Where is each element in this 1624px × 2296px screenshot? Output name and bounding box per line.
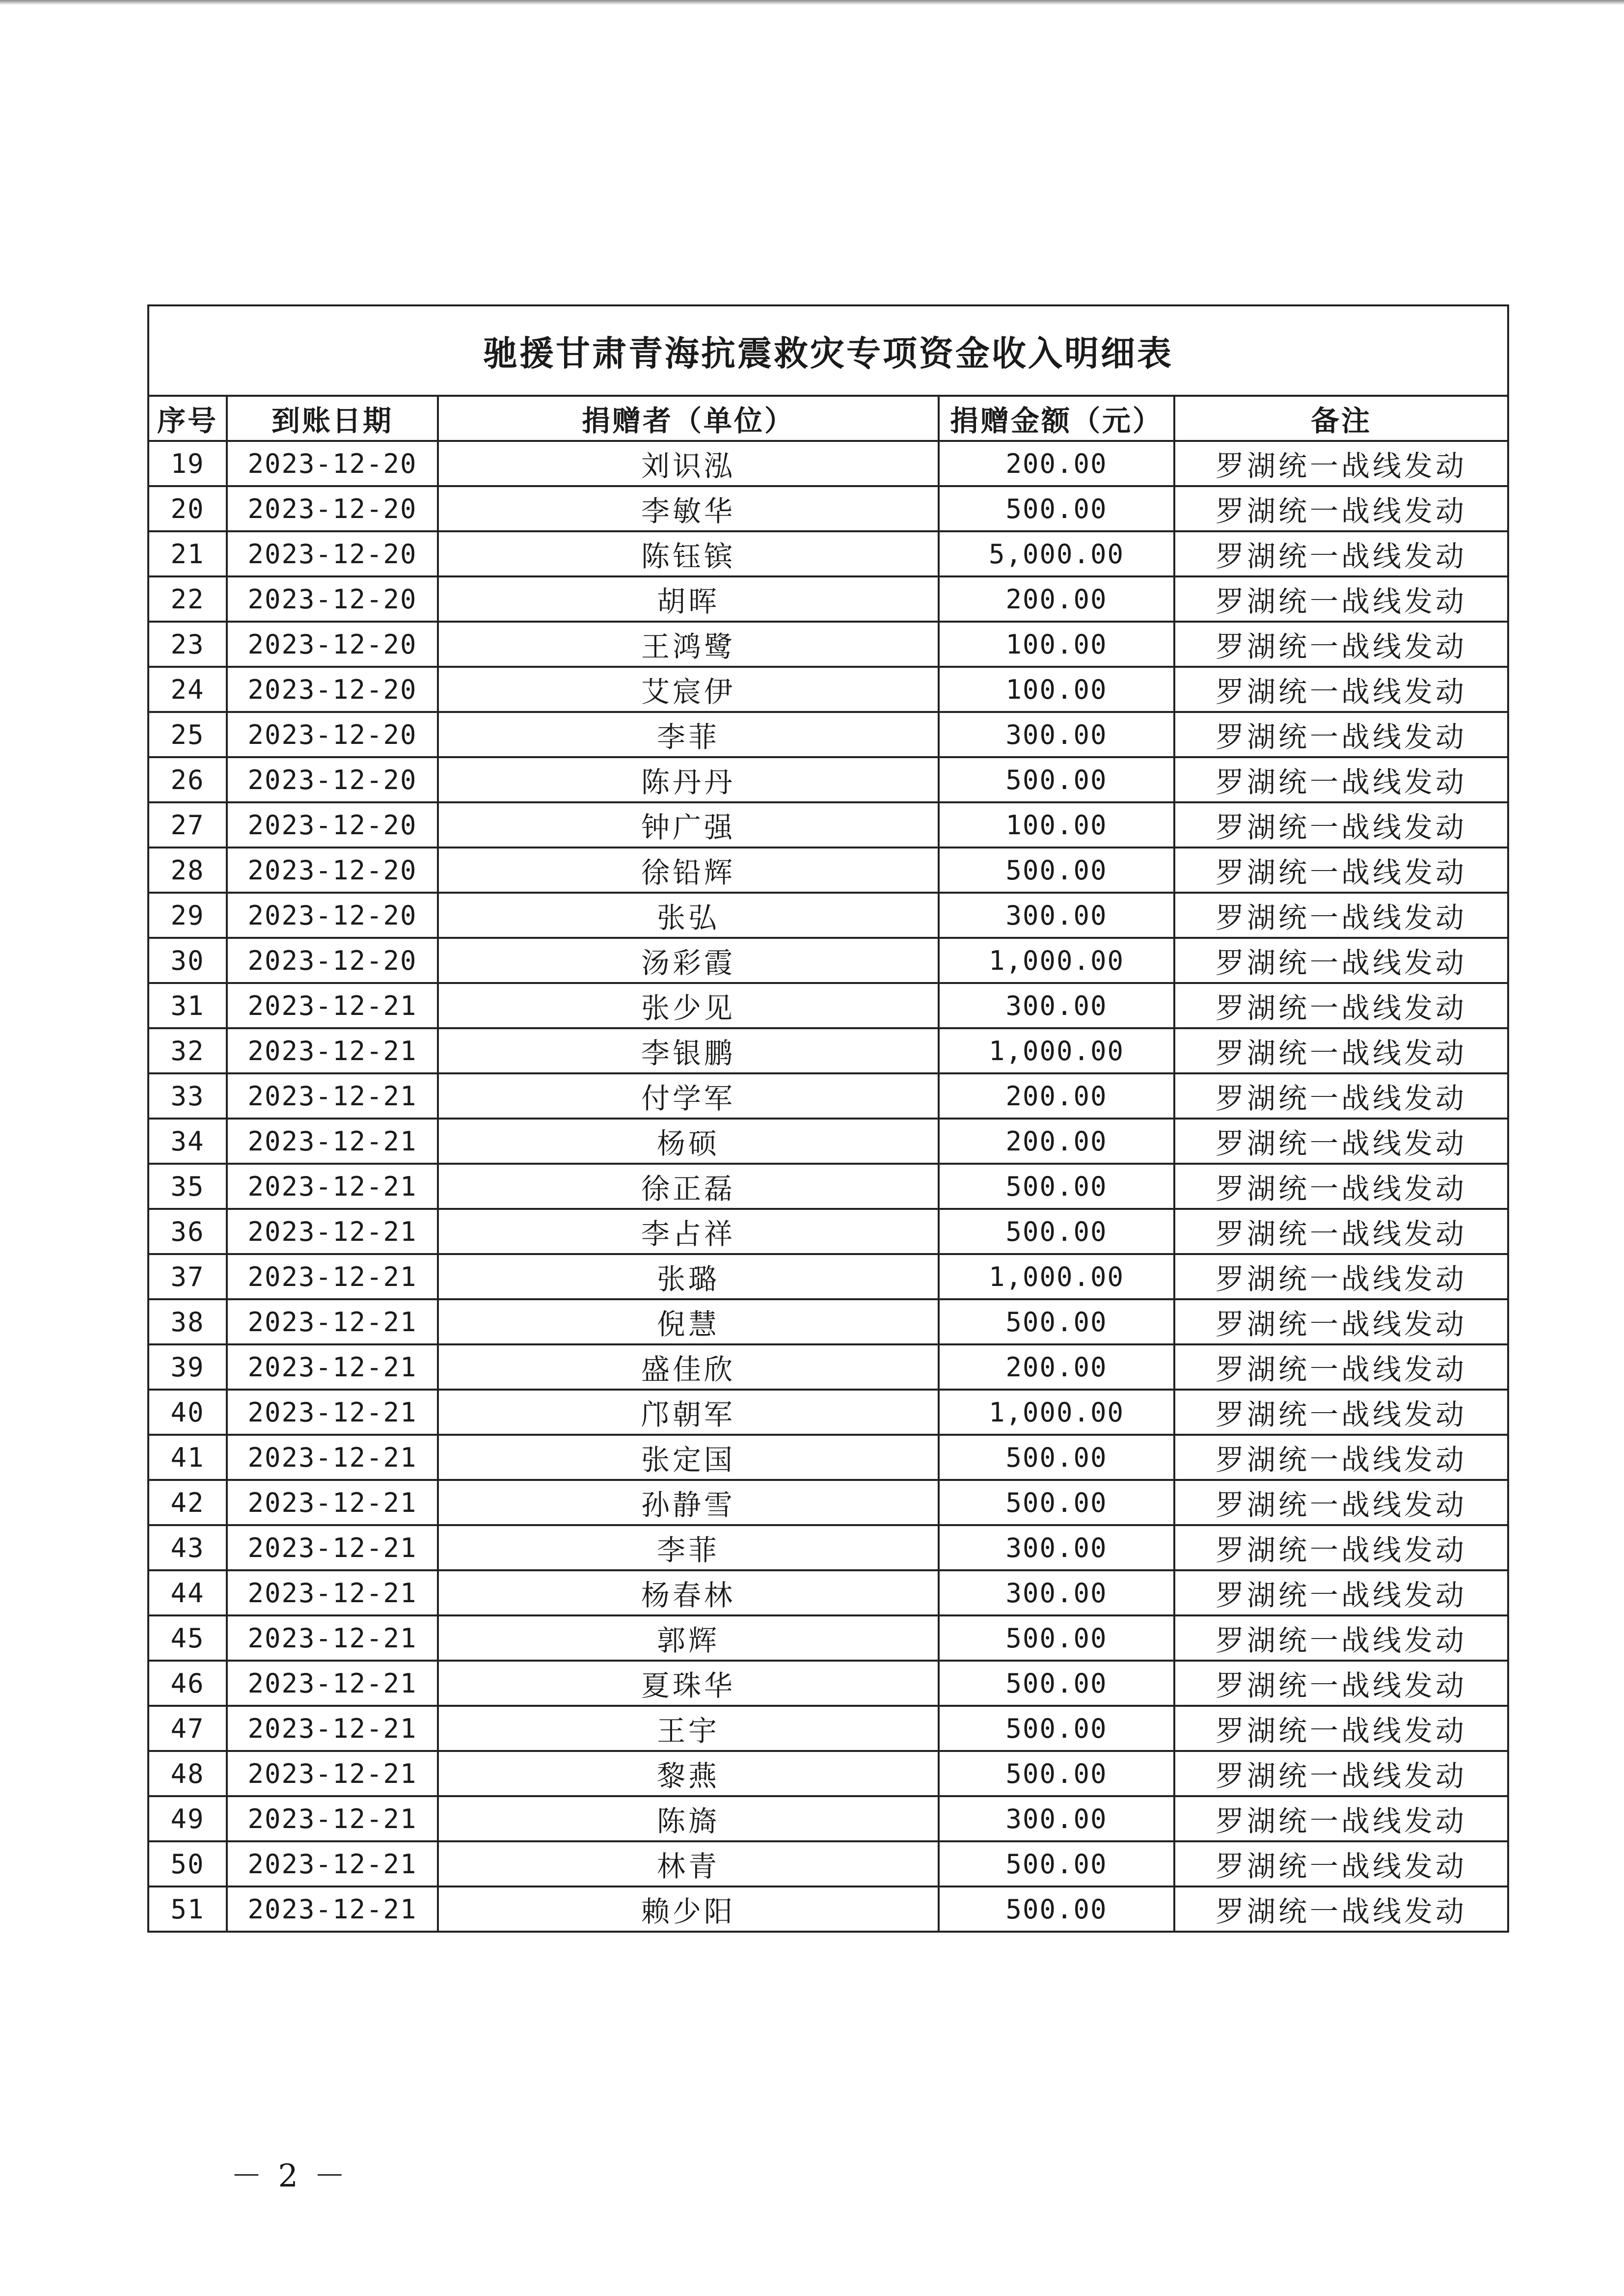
amount-cell: 200.00: [939, 1344, 1174, 1390]
table-title: 驰援甘肃青海抗震救灾专项资金收入明细表: [148, 305, 1508, 396]
table-row: [148, 847, 1508, 893]
date-cell: 2023-12-20: [227, 576, 438, 622]
amount-cell: 300.00: [939, 893, 1174, 938]
date-cell: 2023-12-20: [227, 531, 438, 576]
donor-cell: 钟广强: [438, 802, 939, 847]
table-row: [148, 893, 1508, 938]
serial-cell: 38: [148, 1299, 227, 1344]
donor-cell: 李菲: [438, 1525, 939, 1570]
donor-cell: 郭辉: [438, 1615, 939, 1661]
date-cell: 2023-12-21: [227, 983, 438, 1028]
donor-cell: 刘识泓: [438, 441, 939, 486]
date-cell: 2023-12-21: [227, 1751, 438, 1796]
note-cell: 罗湖统一战线发动: [1174, 441, 1508, 486]
serial-cell: 30: [148, 938, 227, 983]
note-cell: 罗湖统一战线发动: [1174, 1435, 1508, 1480]
amount-cell: 1,000.00: [939, 938, 1174, 983]
date-cell: 2023-12-21: [227, 1615, 438, 1661]
amount-cell: 100.00: [939, 667, 1174, 712]
date-cell: 2023-12-21: [227, 1841, 438, 1886]
note-cell: 罗湖统一战线发动: [1174, 1119, 1508, 1164]
date-cell: 2023-12-21: [227, 1796, 438, 1841]
scan-edge: [0, 0, 1624, 5]
amount-cell: 1,000.00: [939, 1028, 1174, 1073]
amount-cell: 500.00: [939, 1661, 1174, 1706]
donor-cell: 夏珠华: [438, 1661, 939, 1706]
donor-cell: 黎燕: [438, 1751, 939, 1796]
donor-cell: 杨硕: [438, 1119, 939, 1164]
table-row: [148, 1661, 1508, 1706]
serial-cell: 37: [148, 1254, 227, 1299]
amount-cell: 1,000.00: [939, 1390, 1174, 1435]
serial-cell: 34: [148, 1119, 227, 1164]
table-row: [148, 1435, 1508, 1480]
table-row: [148, 757, 1508, 802]
date-cell: 2023-12-21: [227, 1164, 438, 1209]
table-row: [148, 802, 1508, 847]
serial-cell: 46: [148, 1661, 227, 1706]
page-number: － 2 －: [231, 2158, 349, 2194]
donor-cell: 赖少阳: [438, 1886, 939, 1932]
date-cell: 2023-12-20: [227, 667, 438, 712]
note-cell: 罗湖统一战线发动: [1174, 1028, 1508, 1073]
table-row: [148, 1209, 1508, 1254]
table-body: [148, 441, 1508, 1932]
header-note: 备注: [1174, 396, 1508, 441]
amount-cell: 100.00: [939, 802, 1174, 847]
note-cell: 罗湖统一战线发动: [1174, 1390, 1508, 1435]
table-row: [148, 1615, 1508, 1661]
donor-cell: 倪慧: [438, 1299, 939, 1344]
donor-cell: 王鸿鹭: [438, 622, 939, 667]
table-header-row: [148, 396, 1508, 441]
serial-cell: 27: [148, 802, 227, 847]
amount-cell: 500.00: [939, 1841, 1174, 1886]
table-row: [148, 712, 1508, 757]
amount-cell: 100.00: [939, 622, 1174, 667]
date-cell: 2023-12-20: [227, 441, 438, 486]
date-cell: 2023-12-21: [227, 1525, 438, 1570]
donor-cell: 汤彩霞: [438, 938, 939, 983]
table-row: [148, 1299, 1508, 1344]
note-cell: 罗湖统一战线发动: [1174, 1525, 1508, 1570]
date-cell: 2023-12-21: [227, 1209, 438, 1254]
note-cell: 罗湖统一战线发动: [1174, 712, 1508, 757]
serial-cell: 35: [148, 1164, 227, 1209]
amount-cell: 500.00: [939, 1615, 1174, 1661]
note-cell: 罗湖统一战线发动: [1174, 1796, 1508, 1841]
table-row: [148, 1886, 1508, 1932]
amount-cell: 200.00: [939, 1119, 1174, 1164]
serial-cell: 43: [148, 1525, 227, 1570]
note-cell: 罗湖统一战线发动: [1174, 1344, 1508, 1390]
note-cell: 罗湖统一战线发动: [1174, 1751, 1508, 1796]
table-row: [148, 1841, 1508, 1886]
amount-cell: 500.00: [939, 1299, 1174, 1344]
amount-cell: 300.00: [939, 983, 1174, 1028]
table-row: [148, 1344, 1508, 1390]
note-cell: 罗湖统一战线发动: [1174, 1254, 1508, 1299]
table-row: [148, 622, 1508, 667]
table-row: [148, 1164, 1508, 1209]
amount-cell: 200.00: [939, 576, 1174, 622]
donor-cell: 艾宸伊: [438, 667, 939, 712]
date-cell: 2023-12-21: [227, 1254, 438, 1299]
serial-cell: 26: [148, 757, 227, 802]
header-date: 到账日期: [227, 396, 438, 441]
note-cell: 罗湖统一战线发动: [1174, 667, 1508, 712]
amount-cell: 300.00: [939, 1570, 1174, 1615]
table-row: [148, 1119, 1508, 1164]
note-cell: 罗湖统一战线发动: [1174, 1886, 1508, 1932]
amount-cell: 500.00: [939, 1209, 1174, 1254]
donor-cell: 陈钰镔: [438, 531, 939, 576]
table-row: [148, 531, 1508, 576]
table-row: [148, 1028, 1508, 1073]
serial-cell: 45: [148, 1615, 227, 1661]
donor-cell: 徐正磊: [438, 1164, 939, 1209]
amount-cell: 200.00: [939, 441, 1174, 486]
serial-cell: 31: [148, 983, 227, 1028]
donor-cell: 李占祥: [438, 1209, 939, 1254]
donor-cell: 李银鹏: [438, 1028, 939, 1073]
note-cell: 罗湖统一战线发动: [1174, 1164, 1508, 1209]
donor-cell: 张弘: [438, 893, 939, 938]
note-cell: 罗湖统一战线发动: [1174, 847, 1508, 893]
amount-cell: 300.00: [939, 1796, 1174, 1841]
amount-cell: 500.00: [939, 847, 1174, 893]
date-cell: 2023-12-21: [227, 1661, 438, 1706]
serial-cell: 39: [148, 1344, 227, 1390]
amount-cell: 500.00: [939, 1435, 1174, 1480]
note-cell: 罗湖统一战线发动: [1174, 1209, 1508, 1254]
serial-cell: 24: [148, 667, 227, 712]
table-row: [148, 983, 1508, 1028]
donor-cell: 陈旖: [438, 1796, 939, 1841]
serial-cell: 36: [148, 1209, 227, 1254]
serial-cell: 29: [148, 893, 227, 938]
date-cell: 2023-12-21: [227, 1299, 438, 1344]
amount-cell: 500.00: [939, 1164, 1174, 1209]
date-cell: 2023-12-21: [227, 1119, 438, 1164]
table-row: [148, 1525, 1508, 1570]
serial-cell: 23: [148, 622, 227, 667]
table-row: [148, 1751, 1508, 1796]
table-row: [148, 938, 1508, 983]
serial-cell: 51: [148, 1886, 227, 1932]
serial-cell: 42: [148, 1480, 227, 1525]
date-cell: 2023-12-21: [227, 1073, 438, 1119]
donor-cell: 徐铅辉: [438, 847, 939, 893]
header-donor: 捐赠者（单位）: [438, 396, 939, 441]
note-cell: 罗湖统一战线发动: [1174, 983, 1508, 1028]
date-cell: 2023-12-20: [227, 622, 438, 667]
amount-cell: 500.00: [939, 1751, 1174, 1796]
amount-cell: 300.00: [939, 1525, 1174, 1570]
date-cell: 2023-12-20: [227, 847, 438, 893]
date-cell: 2023-12-21: [227, 1435, 438, 1480]
note-cell: 罗湖统一战线发动: [1174, 1073, 1508, 1119]
amount-cell: 500.00: [939, 1706, 1174, 1751]
note-cell: 罗湖统一战线发动: [1174, 802, 1508, 847]
date-cell: 2023-12-21: [227, 1570, 438, 1615]
donor-cell: 张璐: [438, 1254, 939, 1299]
amount-cell: 5,000.00: [939, 531, 1174, 576]
date-cell: 2023-12-20: [227, 802, 438, 847]
date-cell: 2023-12-21: [227, 1028, 438, 1073]
donor-cell: 张少见: [438, 983, 939, 1028]
donor-cell: 孙静雪: [438, 1480, 939, 1525]
date-cell: 2023-12-20: [227, 938, 438, 983]
note-cell: 罗湖统一战线发动: [1174, 1841, 1508, 1886]
serial-cell: 22: [148, 576, 227, 622]
amount-cell: 500.00: [939, 1480, 1174, 1525]
date-cell: 2023-12-21: [227, 1390, 438, 1435]
note-cell: 罗湖统一战线发动: [1174, 1661, 1508, 1706]
table-row: [148, 667, 1508, 712]
note-cell: 罗湖统一战线发动: [1174, 893, 1508, 938]
donor-cell: 胡晖: [438, 576, 939, 622]
date-cell: 2023-12-20: [227, 712, 438, 757]
donor-cell: 李敏华: [438, 486, 939, 531]
serial-cell: 48: [148, 1751, 227, 1796]
date-cell: 2023-12-21: [227, 1344, 438, 1390]
serial-cell: 44: [148, 1570, 227, 1615]
date-cell: 2023-12-20: [227, 893, 438, 938]
serial-cell: 50: [148, 1841, 227, 1886]
donor-cell: 王宇: [438, 1706, 939, 1751]
note-cell: 罗湖统一战线发动: [1174, 576, 1508, 622]
table-row: [148, 1073, 1508, 1119]
donation-table: [147, 304, 1509, 1933]
amount-cell: 200.00: [939, 1073, 1174, 1119]
note-cell: 罗湖统一战线发动: [1174, 486, 1508, 531]
serial-cell: 21: [148, 531, 227, 576]
serial-cell: 28: [148, 847, 227, 893]
date-cell: 2023-12-20: [227, 486, 438, 531]
amount-cell: 500.00: [939, 486, 1174, 531]
note-cell: 罗湖统一战线发动: [1174, 622, 1508, 667]
donor-cell: 邝朝军: [438, 1390, 939, 1435]
table-row: [148, 1254, 1508, 1299]
donor-cell: 李菲: [438, 712, 939, 757]
serial-cell: 20: [148, 486, 227, 531]
note-cell: 罗湖统一战线发动: [1174, 1570, 1508, 1615]
amount-cell: 500.00: [939, 757, 1174, 802]
donor-cell: 张定国: [438, 1435, 939, 1480]
note-cell: 罗湖统一战线发动: [1174, 757, 1508, 802]
amount-cell: 300.00: [939, 712, 1174, 757]
serial-cell: 19: [148, 441, 227, 486]
donor-cell: 盛佳欣: [438, 1344, 939, 1390]
table-row: [148, 1570, 1508, 1615]
date-cell: 2023-12-21: [227, 1886, 438, 1932]
amount-cell: 1,000.00: [939, 1254, 1174, 1299]
date-cell: 2023-12-20: [227, 757, 438, 802]
serial-cell: 32: [148, 1028, 227, 1073]
note-cell: 罗湖统一战线发动: [1174, 531, 1508, 576]
serial-cell: 47: [148, 1706, 227, 1751]
note-cell: 罗湖统一战线发动: [1174, 1299, 1508, 1344]
table-row: [148, 1706, 1508, 1751]
donor-cell: 付学军: [438, 1073, 939, 1119]
header-serial: 序号: [148, 396, 227, 441]
table-row: [148, 441, 1508, 486]
table-row: [148, 576, 1508, 622]
donor-cell: 杨春林: [438, 1570, 939, 1615]
header-amount: 捐赠金额（元）: [939, 396, 1174, 441]
serial-cell: 49: [148, 1796, 227, 1841]
serial-cell: 25: [148, 712, 227, 757]
table-row: [148, 1390, 1508, 1435]
note-cell: 罗湖统一战线发动: [1174, 938, 1508, 983]
table-row: [148, 486, 1508, 531]
date-cell: 2023-12-21: [227, 1480, 438, 1525]
serial-cell: 40: [148, 1390, 227, 1435]
table-row: [148, 1796, 1508, 1841]
amount-cell: 500.00: [939, 1886, 1174, 1932]
note-cell: 罗湖统一战线发动: [1174, 1706, 1508, 1751]
table-row: [148, 1480, 1508, 1525]
note-cell: 罗湖统一战线发动: [1174, 1615, 1508, 1661]
donor-cell: 林青: [438, 1841, 939, 1886]
date-cell: 2023-12-21: [227, 1706, 438, 1751]
serial-cell: 41: [148, 1435, 227, 1480]
note-cell: 罗湖统一战线发动: [1174, 1480, 1508, 1525]
serial-cell: 33: [148, 1073, 227, 1119]
donor-cell: 陈丹丹: [438, 757, 939, 802]
